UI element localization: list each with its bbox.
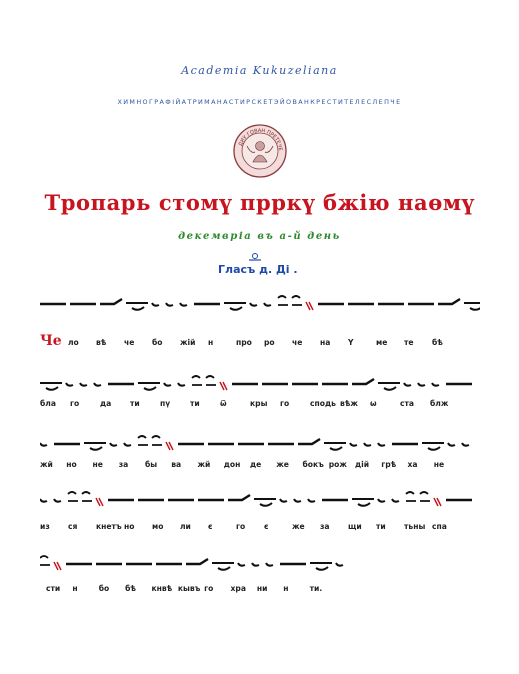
syllable-row — [40, 584, 480, 598]
neume-mark — [378, 499, 385, 502]
syllable: го — [70, 399, 80, 408]
neume-mark — [152, 436, 162, 445]
neume-mark — [378, 383, 400, 390]
syllable: но — [124, 522, 135, 531]
syllable: вѣ — [96, 338, 107, 347]
syllable: ло — [68, 338, 79, 347]
syllable: ѡ — [370, 399, 377, 408]
neume-mark — [280, 499, 287, 502]
neume-mark — [40, 556, 50, 565]
syllable: бокъ — [302, 460, 324, 469]
syllable: го — [236, 522, 246, 531]
neume-mark — [464, 303, 480, 310]
tone-label: Гласъ д. Ді . — [218, 263, 298, 276]
neume-mark — [378, 443, 385, 446]
neume-mark — [350, 443, 357, 446]
syllable: че — [292, 338, 303, 347]
syllable-row — [40, 333, 480, 352]
syllable: за — [320, 522, 330, 531]
syllable: є — [264, 522, 269, 531]
syllable: бо — [152, 338, 163, 347]
neume-line — [40, 428, 480, 460]
seal-label: ДИУ ГОВАН ПРЕТЕЧЕ — [237, 127, 284, 152]
academia-header: Academia Kukuzeliana — [181, 64, 338, 77]
syllable: де — [250, 460, 262, 469]
neume-mark — [250, 303, 257, 306]
neume-line — [40, 288, 480, 320]
neume-row — [40, 428, 480, 460]
syllable: жій — [180, 338, 196, 347]
syllable: н — [72, 584, 78, 593]
syllable: ти — [190, 399, 200, 408]
neume-line — [40, 548, 480, 580]
syllable: же — [276, 460, 289, 469]
neume-mark — [138, 383, 160, 390]
neume-mark — [94, 383, 101, 386]
syllable: же — [292, 522, 305, 531]
syllable: кывъ — [177, 584, 201, 593]
neume-mark — [220, 382, 227, 390]
syllable: дій — [355, 460, 370, 469]
syllable: Ү — [348, 338, 354, 347]
neume-mark — [392, 499, 399, 502]
neume-mark — [186, 559, 208, 564]
neume-mark — [438, 299, 460, 304]
neume-mark — [206, 376, 216, 385]
syllable: спа — [432, 522, 447, 531]
neume-mark — [292, 296, 302, 305]
syllable: че — [124, 338, 135, 347]
syllable: ва — [171, 460, 182, 469]
neume-mark — [462, 443, 469, 446]
syllable: тьны — [404, 522, 426, 531]
syllable: го — [280, 399, 290, 408]
syllable: про — [236, 338, 252, 347]
neume-mark — [432, 383, 439, 386]
syllable: бѣ — [125, 584, 136, 593]
neume-mark — [84, 443, 106, 450]
syllable: Че — [40, 333, 62, 349]
syllable: те — [404, 338, 414, 347]
neume-mark — [54, 562, 61, 570]
syllable: ѿ — [220, 399, 227, 408]
monastery-subtitle: ХИМНОГРАФІЙАТРИМАНАСТИРСКЕТЭЙОВАНКРЕСТИТЕЛЕСЛЕПЧЕ — [117, 98, 402, 106]
syllable-row — [40, 399, 480, 413]
neume-mark — [228, 495, 250, 500]
neume-row — [40, 484, 480, 516]
syllable: є — [208, 522, 213, 531]
neume-mark — [96, 498, 103, 506]
neume-mark — [166, 303, 173, 306]
neume-mark — [364, 443, 371, 446]
neume-mark — [264, 303, 271, 306]
neume-line — [40, 368, 480, 400]
neume-mark — [126, 303, 148, 310]
neume-mark — [306, 302, 313, 310]
neume-mark — [54, 499, 61, 502]
neume-mark — [80, 383, 87, 386]
syllable: кры — [250, 399, 268, 408]
syllable: бѣ — [432, 338, 443, 347]
syllable: бы — [145, 460, 158, 469]
neume-mark — [40, 443, 47, 446]
syllable: го — [204, 584, 214, 593]
syllable: за — [118, 460, 129, 469]
neume-mark — [110, 443, 117, 446]
syllable: грѣ — [381, 460, 397, 469]
syllable-row — [40, 522, 480, 536]
syllable: жй — [197, 460, 211, 469]
syllable: на — [320, 338, 331, 347]
neume-row — [40, 368, 480, 400]
syllable: щи — [348, 522, 362, 531]
neume-line — [40, 484, 480, 516]
neume-mark — [192, 376, 202, 385]
neume-mark — [294, 499, 301, 502]
neume-mark — [352, 499, 374, 506]
syllable: дон — [223, 460, 241, 469]
neume-mark — [310, 563, 332, 570]
date-line: декемвріа въ а-й день — [178, 231, 341, 242]
syllable: ха — [407, 460, 418, 469]
neume-mark — [224, 303, 246, 310]
syllable: н — [208, 338, 214, 347]
syllable: н — [283, 584, 289, 593]
neume-mark — [298, 439, 320, 444]
syllable: сти — [46, 584, 61, 593]
syllable: но — [66, 460, 77, 469]
tone-mark-icon — [248, 252, 262, 262]
neume-mark — [212, 563, 234, 570]
neume-mark — [82, 492, 92, 501]
neume-row — [40, 548, 480, 580]
syllable: блж — [430, 399, 449, 408]
syllable: ся — [68, 522, 78, 531]
syllable: бо — [98, 584, 110, 593]
syllable: да — [100, 399, 112, 408]
syllable: ста — [400, 399, 415, 408]
neume-mark — [166, 442, 173, 450]
syllable: ти — [130, 399, 140, 408]
neume-mark — [308, 499, 315, 502]
neume-mark — [254, 499, 276, 506]
neume-mark — [180, 303, 187, 306]
neume-mark — [266, 563, 273, 566]
neume-mark — [238, 563, 245, 566]
neume-mark — [152, 303, 159, 306]
neume-mark — [40, 499, 47, 502]
syllable: вѣж — [340, 399, 358, 408]
neume-mark — [352, 379, 374, 384]
neume-mark — [40, 383, 62, 390]
neume-mark — [66, 383, 73, 386]
syllable: кнетъ — [96, 522, 122, 531]
neume-mark — [68, 492, 78, 501]
syllable: сподь — [310, 399, 336, 408]
neume-mark — [422, 443, 444, 450]
neume-mark — [178, 383, 185, 386]
neume-mark — [434, 498, 441, 506]
neume-mark — [138, 436, 148, 445]
syllable: из — [40, 522, 50, 531]
syllable: бла — [40, 399, 56, 408]
neume-mark — [164, 383, 171, 386]
syllable: пү — [160, 399, 171, 408]
syllable: мо — [152, 522, 164, 531]
syllable: ни — [256, 584, 268, 593]
syllable: ти — [376, 522, 386, 531]
neume-mark — [406, 492, 416, 501]
syllable: кнвѣ — [151, 584, 173, 593]
neume-mark — [418, 383, 425, 386]
syllable: не — [433, 460, 445, 469]
neume-mark — [252, 563, 259, 566]
syllable: ме — [376, 338, 388, 347]
seal-icon — [233, 124, 287, 178]
troparion-title: Тропарь стомү прркү бжію наөмү — [44, 190, 475, 215]
neume-mark — [420, 492, 430, 501]
syllable: жй — [40, 460, 53, 469]
syllable: ли — [180, 522, 191, 531]
syllable: хра — [230, 584, 246, 593]
neume-mark — [324, 443, 346, 450]
neume-mark — [100, 299, 122, 304]
syllable: не — [92, 460, 103, 469]
neume-mark — [404, 383, 411, 386]
neume-mark — [124, 443, 131, 446]
syllable: ро — [264, 338, 275, 347]
neume-mark — [336, 563, 343, 566]
neume-row — [40, 288, 480, 320]
neume-mark — [448, 443, 455, 446]
neume-mark — [278, 296, 288, 305]
syllable: рож — [328, 460, 347, 469]
syllable-row — [40, 460, 480, 474]
syllable: ти. — [309, 584, 323, 593]
